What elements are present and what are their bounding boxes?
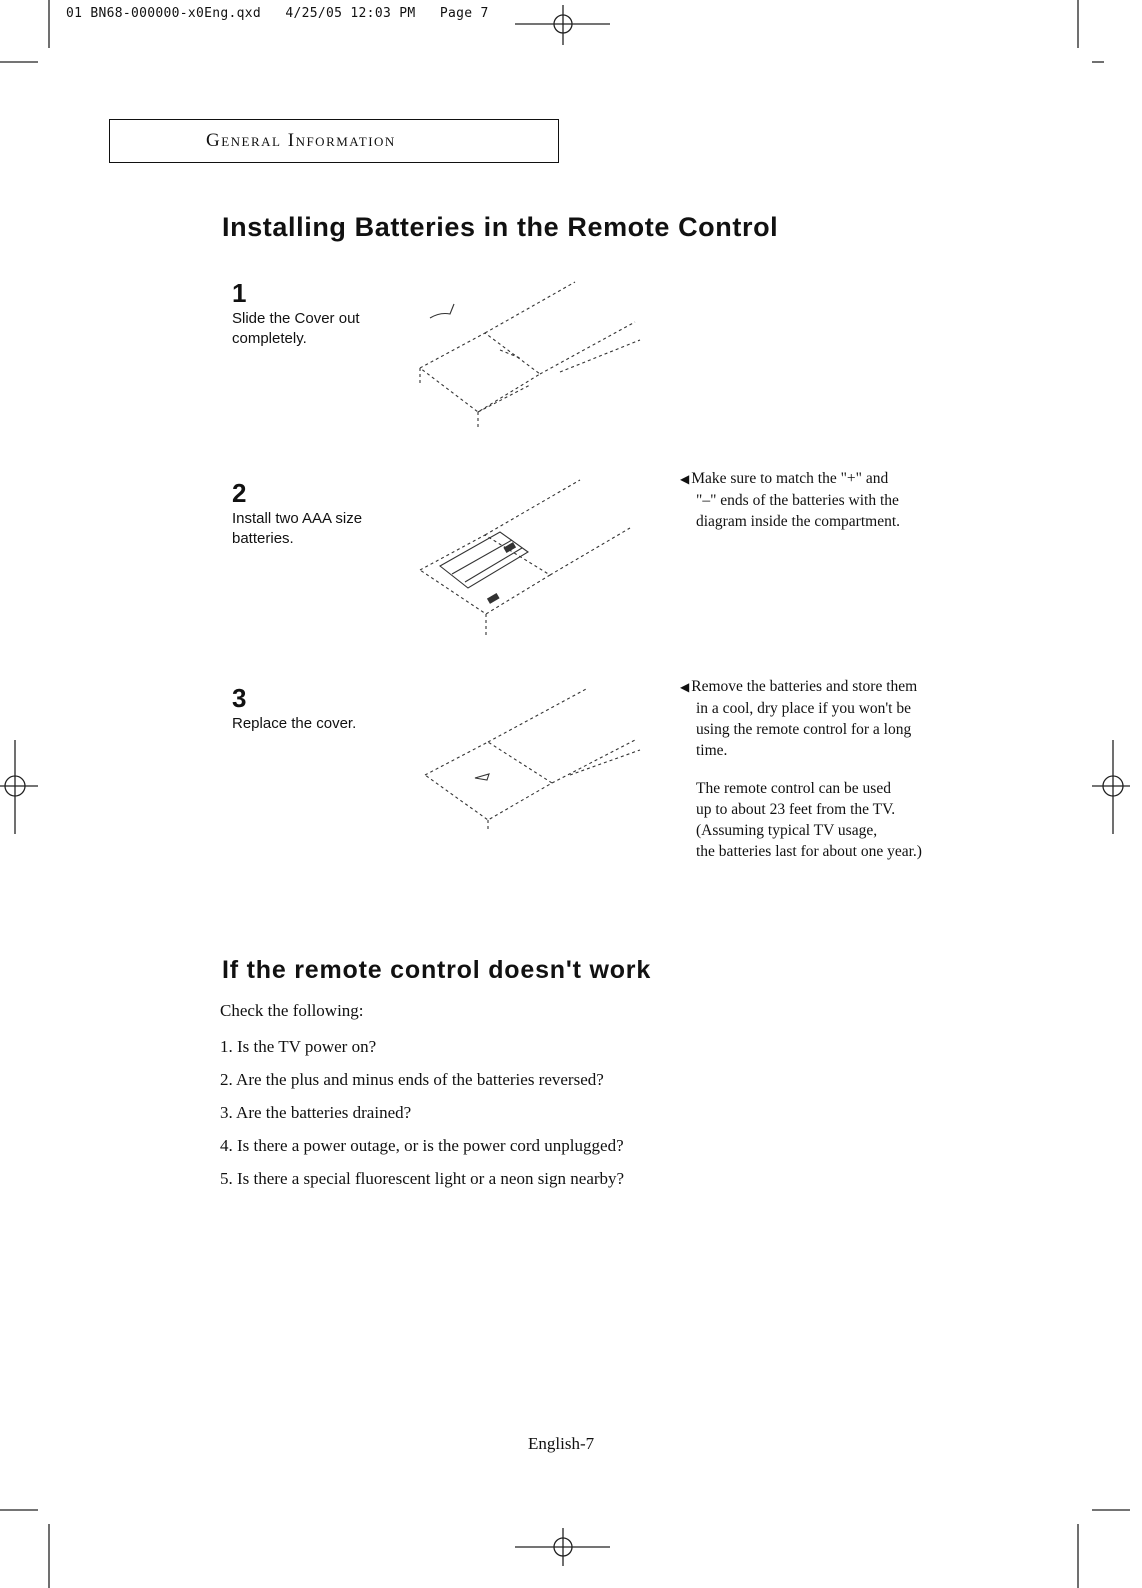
list-item: 5. Is there a special fluorescent light or a neon sign nearby? [220, 1169, 625, 1188]
polarity-note [680, 468, 980, 532]
polarity-note-line2: "–" ends of the batteries with the [696, 492, 899, 509]
remote-cover-open-illustration [420, 282, 640, 428]
storage-note-line4: time. [696, 742, 728, 759]
storage-note-line2: in a cool, dry place if you won't be [696, 700, 911, 717]
remote-batteries-illustration [420, 480, 630, 635]
troubleshoot-intro: Check the following: [220, 1001, 364, 1020]
page-number: English-7 [528, 1434, 595, 1453]
pointer-left-icon: ◀ [680, 680, 690, 694]
registration-mark-right [1092, 740, 1130, 834]
list-item: 4. Is there a power outage, or is the power cord unplugged? [220, 1136, 624, 1155]
step-1-text: Slide the Cover out completely. [232, 310, 360, 347]
troubleshoot-title: If the remote control doesn't work [222, 956, 652, 984]
step-2-number: 2 [232, 478, 247, 508]
storage-note [680, 676, 980, 761]
range-note-line2: up to about 23 feet from the TV. [696, 801, 896, 818]
step-3-text: Replace the cover. [232, 715, 357, 732]
step-1-number: 1 [232, 278, 247, 308]
step-3-number: 3 [232, 683, 247, 713]
page-title: Installing Batteries in the Remote Control [222, 212, 779, 242]
polarity-note-line1: Make sure to match the "+" and [691, 470, 889, 487]
section-title: General Information [206, 130, 396, 151]
list-item: 1. Is the TV power on? [220, 1037, 377, 1056]
polarity-note-line3: diagram inside the compartment. [696, 513, 901, 530]
step-2-text: Install two AAA size batteries. [232, 510, 363, 547]
range-note-line4: the batteries last for about one year.) [696, 843, 922, 860]
list-item: 3. Are the batteries drained? [220, 1103, 412, 1122]
section-header-box [109, 119, 559, 163]
pointer-left-icon: ◀ [680, 472, 690, 486]
storage-note-line3: using the remote control for a long [696, 721, 912, 738]
print-slug: 01 BN68-000000-x0Eng.qxd 4/25/05 12:03 PM Page 7 [66, 6, 489, 21]
range-note-line3: (Assuming typical TV usage, [696, 822, 878, 839]
registration-mark-left [0, 740, 38, 834]
remote-cover-closed-illustration [425, 688, 640, 830]
registration-mark-bottom [515, 1528, 610, 1566]
storage-note-line1: Remove the batteries and store them [691, 678, 918, 695]
range-note [696, 778, 996, 862]
list-item: 2. Are the plus and minus ends of the batteries reversed? [220, 1070, 604, 1089]
registration-mark-top [515, 5, 610, 45]
range-note-line1: The remote control can be used [696, 780, 891, 797]
